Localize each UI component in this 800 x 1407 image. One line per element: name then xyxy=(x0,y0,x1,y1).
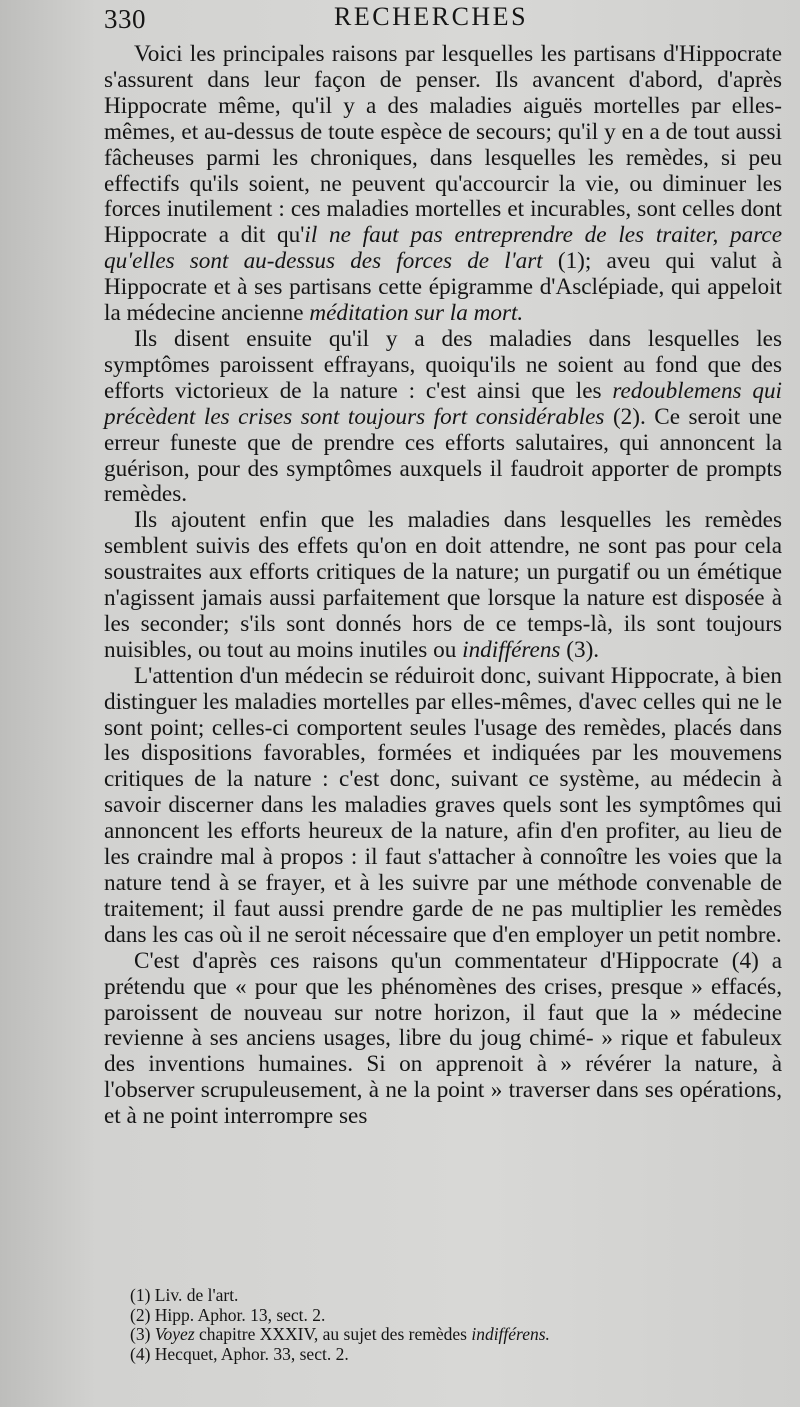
footnote xyxy=(130,1306,780,1326)
body-text xyxy=(104,42,782,1130)
paragraph xyxy=(104,327,782,508)
text-run: (3) xyxy=(130,1324,155,1345)
text-run: (4) Hecquet, Aphor. 33, sect. 2. xyxy=(130,1343,349,1364)
italic-text: indifférens. xyxy=(471,1324,550,1345)
footnote xyxy=(130,1345,780,1365)
text-run: Ils ajoutent enfin que les maladies dans lesquelles les remèdes semblent suivis des effets qu'on en doit attendre, ne sont pas pour cela soustraites aux efforts critiques de la nature; un purgatif ou un émétique n'agissent jamais aussi parfaitement que lorsque la nature est disposée à les seconder; s'ils sont donnés hors de ce temps-là, ils sont toujours nuisibles, ou tout au moins inutiles ou xyxy=(104,507,782,663)
text-run: chapitre XXXIV, au sujet des remèdes xyxy=(194,1324,472,1345)
italic-text: indifférens xyxy=(462,636,561,663)
text-run: (1); aveu qui valut à Hippocrate et à ses partisans cette épigramme d'Asclépiade, qui appeloit la médecine ancienne xyxy=(104,248,782,327)
text-run: (2). Ce seroit une erreur funeste que de prendre ces efforts salutaires, qui annoncent la guérison, pour des symptômes auxquels il faudroit apporter de prompts remèdes. xyxy=(104,403,783,508)
text-run: Voici les principales raisons par lesquelles les partisans d'Hippocrate s'assurent dans leur façon de penser. Ils avancent d'abord, d'après Hippocrate même, qu'il y a des maladies aiguës mortelles par elles-mêmes, et au-dessus de toute espèce de secours; qu'il y en a de tout aussi fâcheuses parmi les chroniques, dans lesquelles les remèdes, si peu effectifs qu'ils soient, ne peuvent qu'accourcir la vie, ou diminuer les forces inutilement : ces maladies mortelles et incurables, sont celles dont Hippocrate a dit qu' xyxy=(104,41,782,249)
text-run: (3). xyxy=(560,636,600,663)
paragraph xyxy=(104,42,782,327)
italic-text: il ne faut pas entreprendre de les traiter, parce qu'elles sont au-dessus des forces de l'art xyxy=(104,222,782,275)
italic-text: redoublemens qui précèdent les crises sont toujours fort considérables xyxy=(104,377,782,430)
page-number: 330 xyxy=(104,4,146,34)
footnote xyxy=(130,1286,780,1306)
footnotes xyxy=(130,1286,780,1364)
text-run: L'attention d'un médecin se réduiroit donc, suivant Hippocrate, à bien distinguer les maladies mortelles par elles-mêmes, d'avec celles qui ne le sont point; celles-ci comportent seules l'usage des remèdes, placés dans les dispositions favorables, formées et indiquées par les mouvemens critiques de la nature : c'est donc, suivant ce système, au médecin à savoir discerner dans les maladies graves quels sont les symptômes qui annoncent les efforts heureux de la nature, afin d'en profiter, au lieu de les craindre mal à propos : il faut s'attacher à connoître les voies que la nature tend à se frayer, et à les suivre par une méthode convenable de traitement; il faut aussi prendre garde de ne pas multiplier les remèdes dans les cas où il ne seroit nécessaire que d'en employer un petit nombre. xyxy=(104,662,782,948)
text-run: (1) Liv. de l'art. xyxy=(130,1285,239,1305)
text-run: (2) Hipp. Aphor. 13, sect. 2. xyxy=(130,1304,326,1325)
paragraph xyxy=(104,664,782,949)
running-head: RECHERCHES xyxy=(334,2,529,31)
paragraph xyxy=(104,949,782,1130)
text-run: Ils disent ensuite qu'il y a des maladies dans lesquelles les symptômes paroissent effrayans, quoiqu'ils ne soient au fond que des efforts victorieux de la nature : c'est ainsi que les xyxy=(104,325,782,404)
text-run: C'est d'après ces raisons qu'un commentateur d'Hippocrate (4) a prétendu que « pour que les phénomènes des crises, presque » effacés, paroissent de nouveau sur notre horizon, il faut que la » médecine revienne à ses anciens usages, libre du joug chimé- » rique et fabuleux des inventions humaines. Si on apprenoit à » révérer la nature, à l'observer scrupuleusement, à ne la point » traverser dans ses opérations, et à ne point interrompre ses xyxy=(104,947,782,1130)
italic-text: Voyez xyxy=(154,1324,195,1345)
italic-text: méditation sur la mort. xyxy=(309,300,524,327)
paragraph xyxy=(104,508,782,663)
footnote xyxy=(130,1325,780,1345)
page-header xyxy=(104,0,782,42)
